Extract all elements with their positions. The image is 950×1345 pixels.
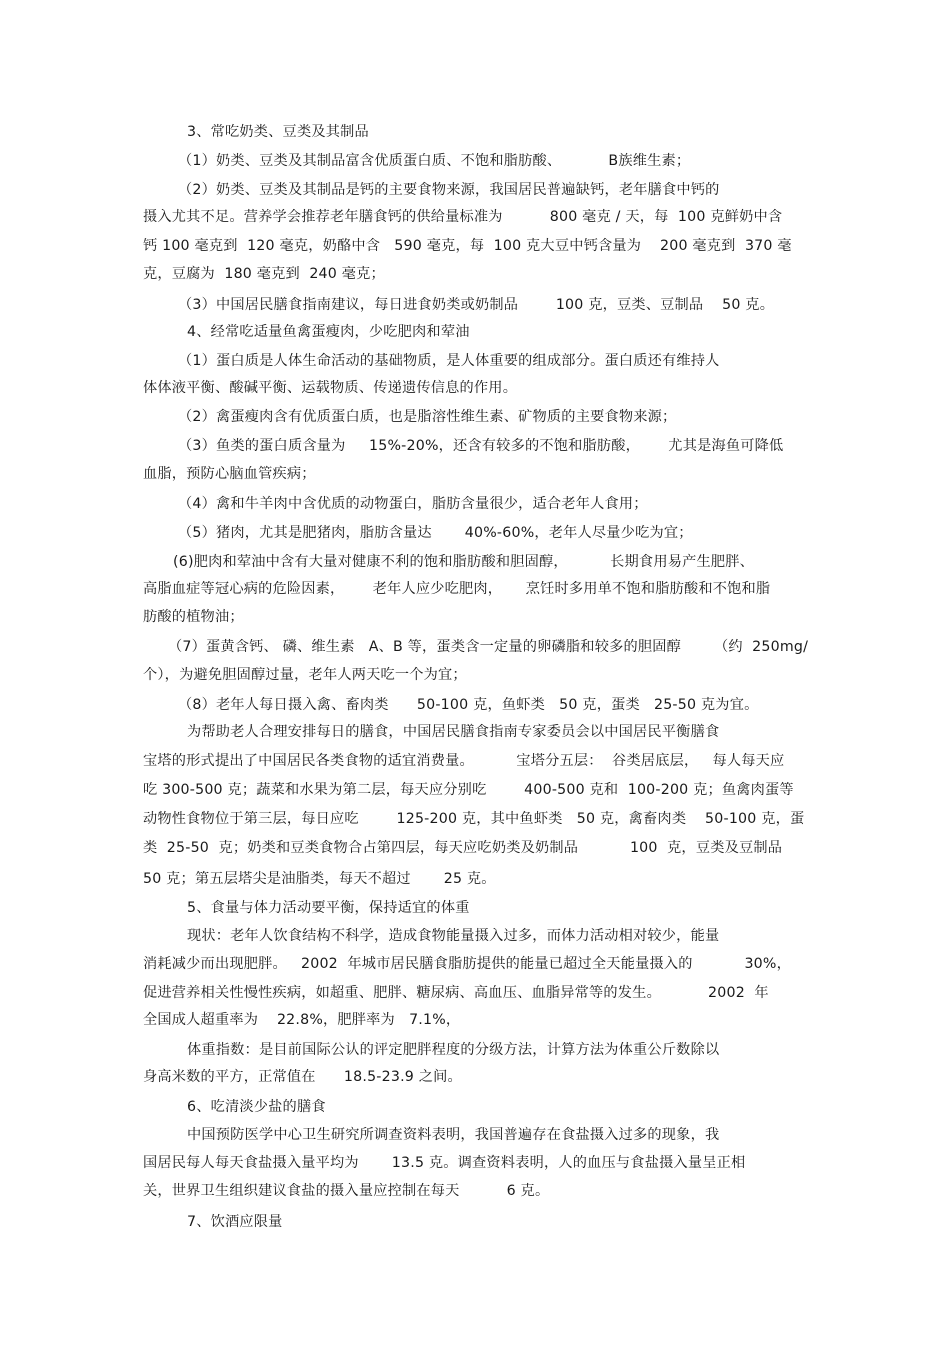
text-line: （4）禽和牛羊肉中含优质的动物蛋白，脂肪含量很少，适合老年人食用； (178, 496, 648, 512)
text-line: 血脂，预防心脑血管疾病； (143, 466, 316, 482)
text-line: 为帮助老人合理安排每日的膳食，中国居民膳食指南专家委员会以中国居民平衡膳食 (187, 724, 720, 740)
heading-3: 3、常吃奶类、豆类及其制品 (187, 124, 369, 140)
text-line: 现状：老年人饮食结构不科学，造成食物能量摄入过多，而体力活动相对较少，能量 (187, 928, 720, 944)
text-line: (6)肥肉和荤油中含有大量对健康不利的饱和脂肪酸和胆固醇， 长期食用易产生肥胖、 (173, 554, 755, 570)
text-line: （2）奶类、豆类及其制品是钙的主要食物来源，我国居民普遍缺钙，老年膳食中钙的 (178, 182, 720, 198)
text-line: 体重指数：是目前国际公认的评定肥胖程度的分级方法，计算方法为体重公斤数除以 (187, 1042, 720, 1058)
text-line: （1）蛋白质是人体生命活动的基础物质，是人体重要的组成部分。蛋白质还有维持人 (178, 353, 720, 369)
text-line: 类 25-50 克；奶类和豆类食物合占第四层，每天应吃奶类及奶制品 100 克，豆类及豆制品 (143, 840, 783, 856)
text-line: 中国预防医学中心卫生研究所调查资料表明，我国普遍存在食盐摄入过多的现象，我 (187, 1127, 720, 1143)
text-line: 动物性食物位于第三层，每日应吃 125-200 克，其中鱼虾类 50 克，禽畜肉类 50-100 克，蛋 (143, 811, 805, 827)
text-line: 吃 300-500 克；蔬菜和水果为第二层，每天应分别吃 400-500 克和 100-200 克；鱼禽肉蛋等 (143, 782, 794, 798)
text-line: （3）鱼类的蛋白质含量为 15%-20%，还含有较多的不饱和脂肪酸， 尤其是海鱼可降低 (178, 438, 784, 454)
text-line: （1）奶类、豆类及其制品富含优质蛋白质、不饱和脂肪酸、 B族维生素； (178, 153, 691, 169)
heading-6: 6、吃清淡少盐的膳食 (187, 1099, 326, 1115)
text-line: 50 克；第五层塔尖是油脂类，每天不超过 25 克。 (143, 871, 496, 887)
heading-7: 7、饮酒应限量 (187, 1214, 283, 1230)
text-line: 肪酸的植物油； (143, 609, 244, 625)
text-line: （7）蛋黄含钙、 磷、维生素 A、B 等，蛋类含一定量的卵磷脂和较多的胆固醇 （约 250mg/ (168, 639, 809, 655)
text-line: 钙 100 毫克到 120 毫克，奶酪中含 590 毫克，每 100 克大豆中钙含量为 200 毫克到 370 毫 (143, 238, 792, 254)
heading-4: 4、经常吃适量鱼禽蛋瘦肉，少吃肥肉和荤油 (187, 324, 470, 340)
text-line: 全国成人超重率为 22.8%，肥胖率为 7.1%， (143, 1012, 461, 1028)
text-line: 身高米数的平方，正常值在 18.5-23.9 之间。 (143, 1069, 462, 1085)
text-line: （2）禽蛋瘦肉含有优质蛋白质，也是脂溶性维生素、矿物质的主要食物来源； (178, 409, 677, 425)
heading-5: 5、食量与体力活动要平衡，保持适宜的体重 (187, 900, 470, 916)
text-line: 高脂血症等冠心病的危险因素， 老年人应少吃肥肉， 烹饪时多用单不饱和脂肪酸和不饱和脂 (143, 581, 771, 597)
text-line: 国居民每人每天食盐摄入量平均为 13.5 克。调查资料表明，人的血压与食盐摄入量呈正相 (143, 1155, 746, 1171)
text-line: 摄入尤其不足。营养学会推荐老年膳食钙的供给量标准为 800 毫克 / 天，每 100 克鲜奶中含 (143, 209, 783, 225)
text-line: （8）老年人每日摄入禽、畜肉类 50-100 克，鱼虾类 50 克，蛋类 25-50 克为宜。 (178, 697, 759, 713)
text-line: 促进营养相关性慢性疾病，如超重、肥胖、糖尿病、高血压、血脂异常等的发生。 2002 年 (143, 985, 769, 1001)
text-line: 宝塔的形式提出了中国居民各类食物的适宜消费量。 宝塔分五层： 谷类居底层， 每人每天应 (143, 753, 785, 769)
text-line: 关，世界卫生组织建议食盐的摄入量应控制在每天 6 克。 (143, 1183, 550, 1199)
text-line: 克，豆腐为 180 毫克到 240 毫克； (143, 266, 385, 282)
text-line: （5）猪肉，尤其是肥猪肉，脂肪含量达 40%-60%，老年人尽量少吃为宜； (178, 525, 693, 541)
text-line: （3）中国居民膳食指南建议，每日进食奶类或奶制品 100 克，豆类、豆制品 50 克。 (178, 297, 775, 313)
text-line: 体体液平衡、酸碱平衡、运载物质、传递遗传信息的作用。 (143, 380, 518, 396)
text-line: 个），为避免胆固醇过量，老年人两天吃一个为宜； (143, 667, 467, 683)
text-line: 消耗减少而出现肥胖。 2002 年城市居民膳食脂肪提供的能量已超过全天能量摄入的 30%， (143, 956, 791, 972)
